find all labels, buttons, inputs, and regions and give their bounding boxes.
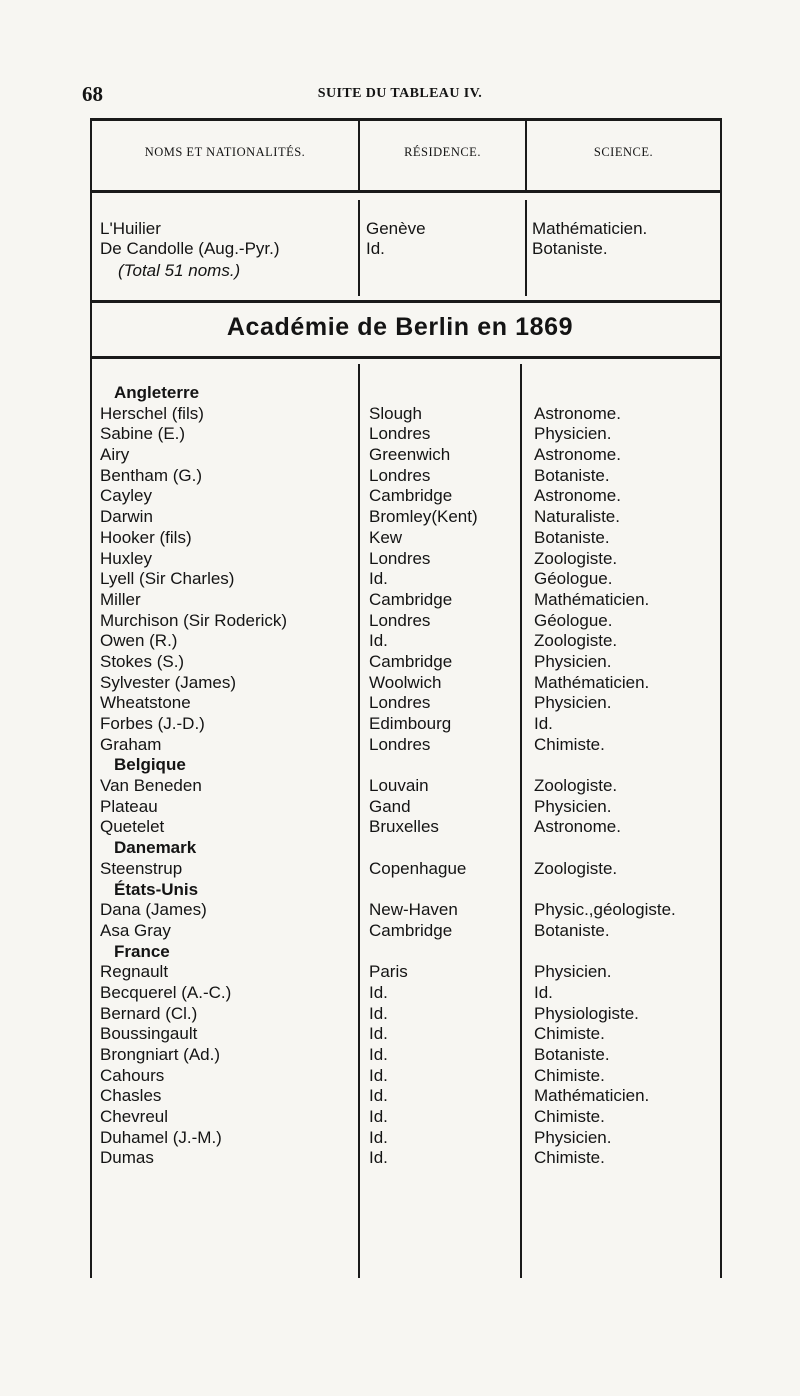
member-science: Chimiste. xyxy=(534,1107,605,1127)
top-row-residence: Id. xyxy=(366,239,385,258)
member-science: Astronome. xyxy=(534,486,621,506)
page-number: 68 xyxy=(82,82,103,106)
top-divider-1 xyxy=(358,200,360,296)
member-name: Lyell (Sir Charles) xyxy=(100,569,235,589)
empty-cell xyxy=(369,383,478,404)
member-name: Regnault xyxy=(100,962,169,982)
member-science: Astronome. xyxy=(534,403,621,423)
member-residence: Cambridge xyxy=(369,486,453,506)
empty-cell xyxy=(534,838,676,859)
country-heading: Angleterre xyxy=(114,383,200,402)
member-residence: Londres xyxy=(369,465,431,485)
column-heading-residence: RÉSIDENCE. xyxy=(404,145,481,159)
country-heading: Danemark xyxy=(114,838,197,858)
empty-cell xyxy=(369,942,478,963)
column-heading-names: NOMS ET NATIONALITÉS. xyxy=(144,145,306,159)
member-residence: Londres xyxy=(369,424,431,444)
member-science: Chimiste. xyxy=(534,1065,605,1085)
body-divider-2 xyxy=(520,364,522,1278)
member-residence: Slough xyxy=(369,403,422,423)
member-name: Dana (James) xyxy=(100,900,207,920)
member-science: Astronome. xyxy=(534,445,621,465)
member-science: Physicien. xyxy=(534,1127,612,1147)
member-residence: Id. xyxy=(369,982,388,1002)
member-residence: Londres xyxy=(369,610,431,630)
member-name: Brongniart (Ad.) xyxy=(100,1045,220,1064)
member-name: Plateau xyxy=(100,796,158,816)
member-name: Murchison (Sir Roderick) xyxy=(100,610,288,630)
member-residence: Kew xyxy=(369,527,403,547)
academy-bottom-rule xyxy=(90,356,722,359)
member-science: Physicien. xyxy=(534,796,612,816)
member-residence: Cambridge xyxy=(369,920,453,940)
member-name: Boussingault xyxy=(100,1024,198,1044)
member-name: Darwin xyxy=(100,507,153,527)
residence-column xyxy=(369,383,478,1169)
country-heading: États-Unis xyxy=(114,879,199,899)
top-row-name: L'Huilier xyxy=(100,219,161,238)
member-science: Botaniste. xyxy=(534,465,610,485)
member-name: Hooker (fils) xyxy=(100,527,192,547)
member-science: Géologue. xyxy=(534,610,613,630)
table-top-rule xyxy=(90,118,722,121)
member-residence: Londres xyxy=(369,548,431,568)
member-name: Sylvester (James) xyxy=(100,672,237,692)
member-name: Airy xyxy=(100,445,130,465)
running-head: SUITE DU TABLEAU IV. xyxy=(317,86,483,101)
country-heading: France xyxy=(114,941,170,961)
member-residence: Londres xyxy=(369,734,431,754)
member-science: Zoologiste. xyxy=(534,858,618,878)
member-residence: Id. xyxy=(369,1065,388,1085)
member-science: Zoologiste. xyxy=(534,631,618,651)
member-name: Bentham (G.) xyxy=(100,465,203,485)
member-name: Forbes (J.-D.) xyxy=(100,714,205,733)
member-science: Id. xyxy=(534,982,553,1002)
member-name: Asa Gray xyxy=(100,920,171,940)
empty-cell xyxy=(534,942,676,963)
member-residence: Id. xyxy=(369,1107,388,1127)
empty-cell xyxy=(534,755,676,776)
member-name: Van Beneden xyxy=(100,776,202,796)
country-heading: Belgique xyxy=(114,755,186,775)
member-science: Botaniste. xyxy=(534,527,610,547)
member-science: Chimiste. xyxy=(534,734,605,754)
science-column xyxy=(534,383,676,1169)
member-residence: Cambridge xyxy=(369,589,453,609)
top-divider-2 xyxy=(525,200,527,296)
member-science: Physiologiste. xyxy=(534,1003,639,1023)
member-science: Géologue. xyxy=(534,569,613,589)
member-name: Chasles xyxy=(100,1086,162,1106)
member-residence: Id. xyxy=(369,631,388,651)
table-left-rule xyxy=(90,120,92,1278)
member-science: Chimiste. xyxy=(534,1024,605,1044)
member-residence: Greenwich xyxy=(369,445,451,465)
member-name: Graham xyxy=(100,734,162,754)
member-science: Naturaliste. xyxy=(534,507,620,527)
member-residence: Londres xyxy=(369,693,431,713)
member-residence: Id. xyxy=(369,1148,388,1168)
member-residence: Bruxelles xyxy=(369,817,439,837)
member-residence: Id. xyxy=(369,1024,388,1044)
member-name: Stokes (S.) xyxy=(100,651,185,671)
academy-top-rule xyxy=(90,300,722,303)
empty-cell xyxy=(369,880,478,901)
member-name: Duhamel (J.-M.) xyxy=(100,1127,222,1147)
academy-title: Académie de Berlin en 1869 xyxy=(226,313,574,341)
member-residence: Bromley(Kent) xyxy=(369,507,478,527)
member-residence: New-Haven xyxy=(369,900,458,920)
member-residence: Copenhague xyxy=(369,858,467,878)
member-residence: Id. xyxy=(369,569,388,589)
member-science: Zoologiste. xyxy=(534,776,618,796)
table-right-rule xyxy=(720,120,722,1278)
member-science: Physicien. xyxy=(534,962,612,982)
member-residence: Woolwich xyxy=(369,672,442,692)
top-total: (Total 51 noms.) xyxy=(118,261,241,280)
member-name: Cahours xyxy=(100,1065,165,1085)
column-heading-science: SCIENCE. xyxy=(593,145,654,159)
member-name: Herschel (fils) xyxy=(100,403,204,423)
member-name: Cayley xyxy=(100,486,152,506)
empty-cell xyxy=(369,755,478,776)
top-row-science: Botaniste. xyxy=(532,239,608,258)
member-residence: Louvain xyxy=(369,776,429,796)
member-name: Becquerel (A.-C.) xyxy=(100,982,232,1002)
member-name: Quetelet xyxy=(100,817,165,837)
header-bottom-rule xyxy=(90,190,722,193)
member-name: Huxley xyxy=(100,548,152,568)
member-science: Botaniste. xyxy=(534,920,610,940)
member-name: Steenstrup xyxy=(100,858,183,878)
empty-cell xyxy=(369,838,478,859)
names-column xyxy=(100,383,287,1169)
member-residence: Id. xyxy=(369,1086,388,1106)
top-row-science: Mathématicien. xyxy=(532,219,648,238)
member-residence: Edimbourg xyxy=(369,714,452,733)
member-name: Bernard (Cl.) xyxy=(100,1003,198,1023)
member-science: Mathématicien. xyxy=(534,1086,650,1106)
member-name: Sabine (E.) xyxy=(100,424,186,444)
member-name: Dumas xyxy=(100,1148,154,1168)
member-science: Chimiste. xyxy=(534,1148,605,1168)
member-residence: Gand xyxy=(369,796,411,816)
member-science: Physic.,géologiste. xyxy=(534,900,676,920)
member-residence: Id. xyxy=(369,1127,388,1147)
empty-cell xyxy=(534,383,676,404)
member-residence: Paris xyxy=(369,962,408,982)
empty-cell xyxy=(534,880,676,901)
member-science: Mathématicien. xyxy=(534,589,650,609)
member-science: Astronome. xyxy=(534,817,621,837)
member-science: Botaniste. xyxy=(534,1045,610,1064)
member-science: Id. xyxy=(534,714,553,733)
member-residence: Id. xyxy=(369,1045,388,1064)
member-science: Zoologiste. xyxy=(534,548,618,568)
member-name: Owen (R.) xyxy=(100,631,178,651)
member-residence: Cambridge xyxy=(369,651,453,671)
member-science: Physicien. xyxy=(534,651,612,671)
member-science: Physicien. xyxy=(534,424,612,444)
member-science: Physicien. xyxy=(534,693,612,713)
member-residence: Id. xyxy=(369,1003,388,1023)
member-science: Mathématicien. xyxy=(534,672,650,692)
member-name: Wheatstone xyxy=(100,693,191,713)
body-divider-1 xyxy=(358,364,360,1278)
member-name: Chevreul xyxy=(100,1107,169,1127)
member-name: Miller xyxy=(100,589,141,609)
top-row-residence: Genève xyxy=(366,219,426,238)
top-row-name: De Candolle (Aug.-Pyr.) xyxy=(100,239,280,258)
